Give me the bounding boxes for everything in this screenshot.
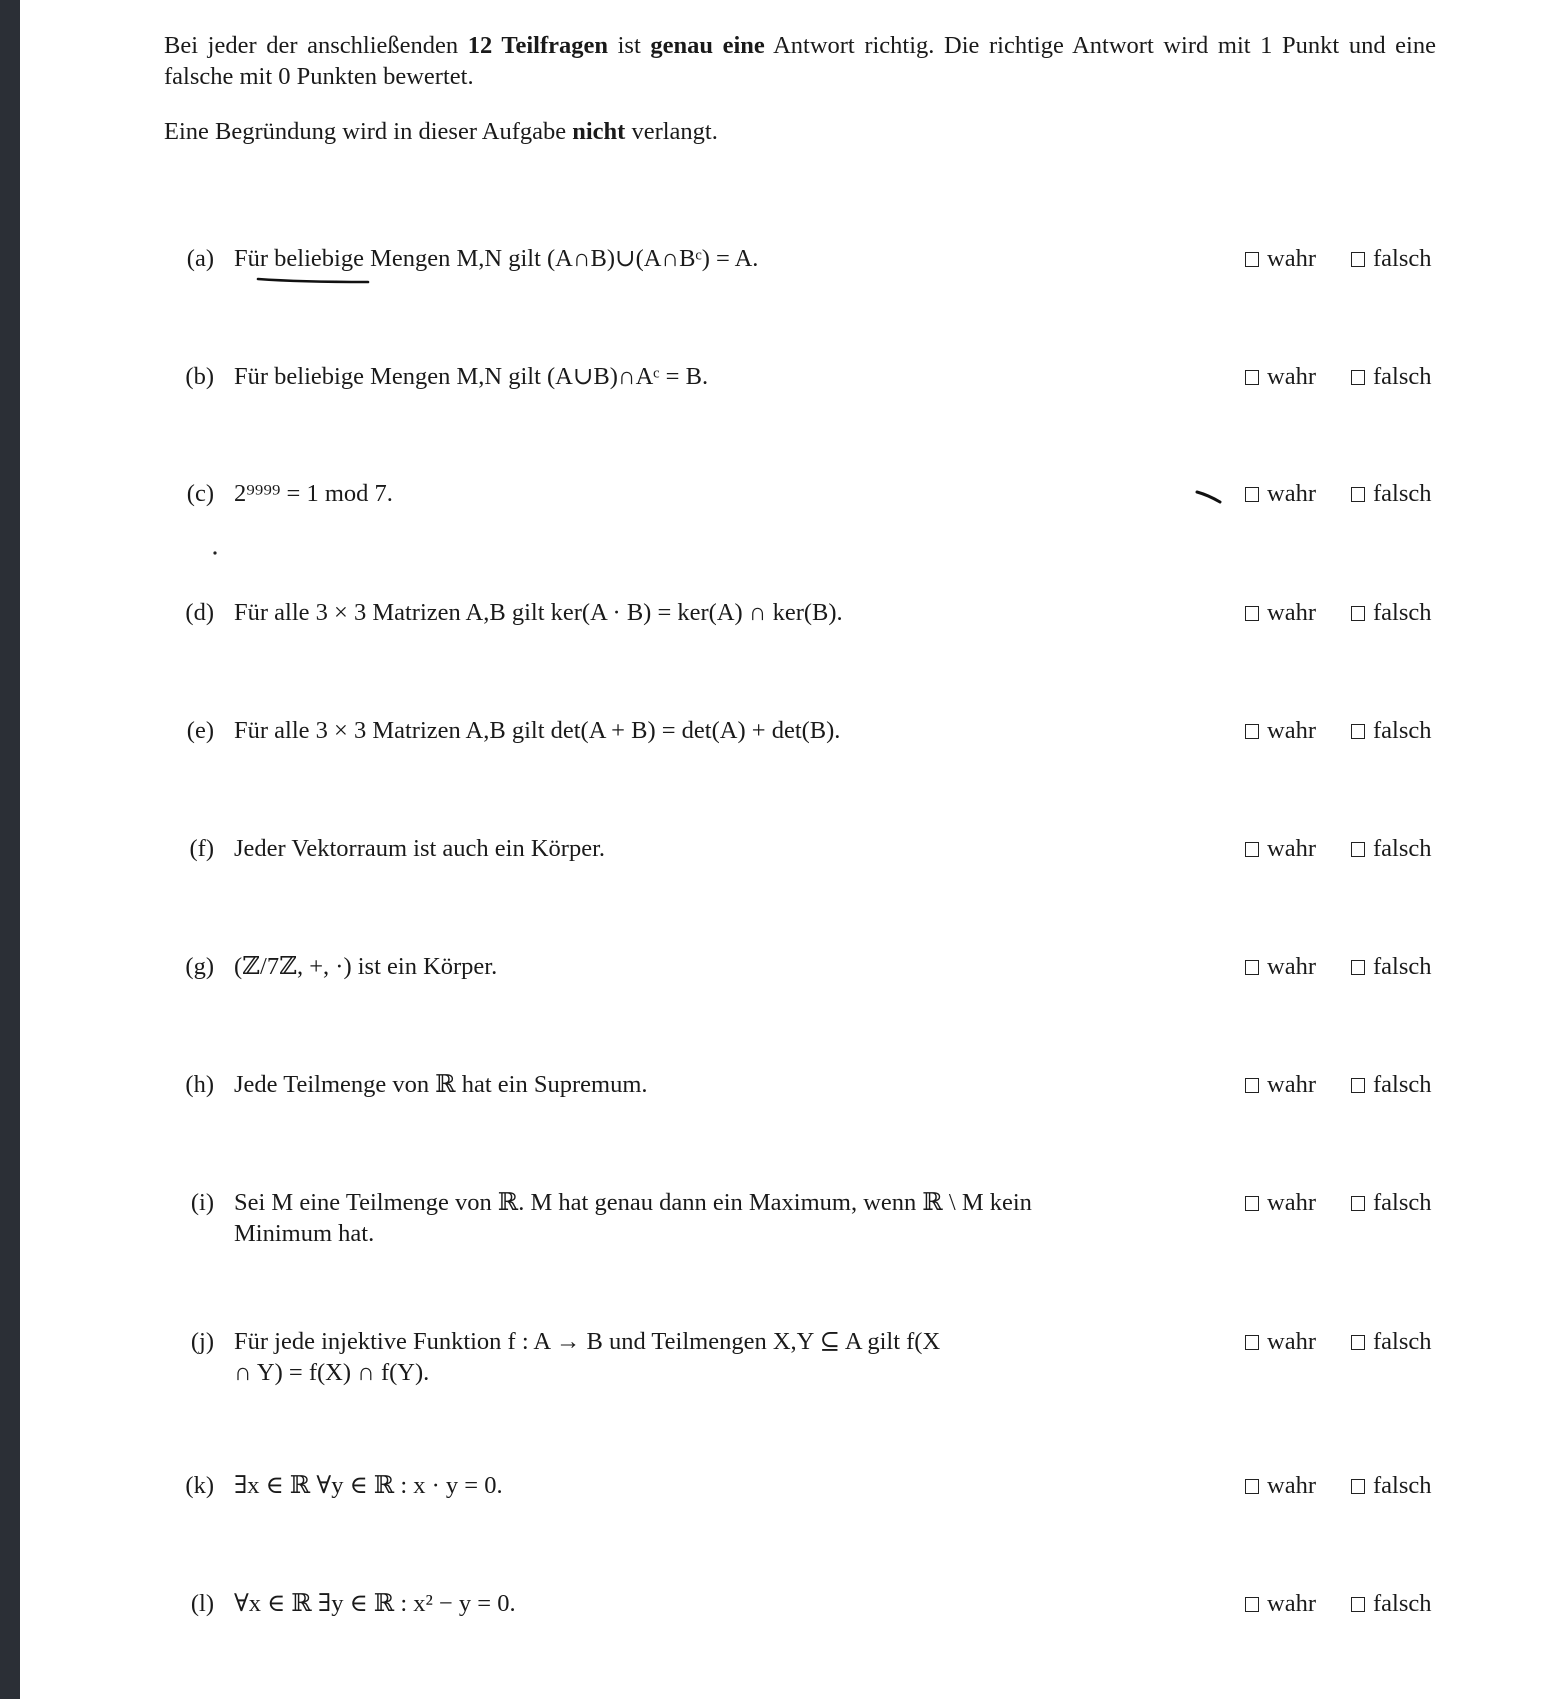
pen-tick-mark — [1197, 492, 1220, 502]
checkbox-falsch[interactable] — [1351, 1196, 1365, 1211]
question-text: ∀x ∈ ℝ ∃y ∈ ℝ : x² − y = 0. — [234, 1590, 516, 1617]
option-label: falsch — [1373, 480, 1432, 507]
instruction-paragraph-1 — [164, 30, 1436, 92]
checkbox-falsch[interactable] — [1351, 252, 1365, 267]
question-text: Für beliebige Mengen M,N gilt (A∪B)∩Aᶜ = B. — [234, 363, 709, 390]
option-wahr[interactable] — [1245, 833, 1316, 864]
option-label: wahr — [1267, 599, 1316, 626]
instruction-text: ist — [608, 32, 651, 59]
option-label: falsch — [1373, 599, 1432, 626]
question-text: (ℤ/7ℤ, +, ·) ist ein Körper. — [234, 953, 498, 980]
option-wahr[interactable] — [1245, 1187, 1316, 1218]
question-label: (e) — [186, 717, 214, 744]
checkbox-wahr[interactable] — [1245, 487, 1259, 502]
question-label: (j) — [190, 1328, 214, 1355]
checkbox-falsch[interactable] — [1351, 370, 1365, 385]
option-label: wahr — [1267, 245, 1316, 272]
question-label: (i) — [190, 1189, 214, 1216]
option-falsch[interactable] — [1351, 833, 1432, 864]
option-wahr[interactable] — [1245, 597, 1316, 628]
option-falsch[interactable] — [1351, 243, 1432, 274]
option-label: falsch — [1373, 1472, 1432, 1499]
option-wahr[interactable] — [1245, 951, 1316, 982]
question-text: Für alle 3 × 3 Matrizen A,B gilt det(A + B) = det(A) + det(B). — [234, 717, 841, 744]
option-wahr[interactable] — [1245, 1470, 1316, 1501]
option-wahr[interactable] — [1245, 361, 1316, 392]
instruction-text: Bei jeder der anschließenden — [164, 32, 468, 59]
question-text: ∃x ∈ ℝ ∀y ∈ ℝ : x · y = 0. — [234, 1472, 503, 1499]
instruction-text: verlangt. — [625, 118, 718, 145]
question-label: (k) — [185, 1472, 214, 1499]
option-falsch[interactable] — [1351, 1326, 1432, 1357]
option-falsch[interactable] — [1351, 715, 1432, 746]
question-text: 2⁹⁹⁹⁹ = 1 mod 7. — [234, 480, 393, 507]
option-falsch[interactable] — [1351, 478, 1432, 509]
question-label: (a) — [186, 245, 214, 272]
instruction-text: Eine Begründung wird in dieser Aufgabe — [164, 118, 573, 145]
question-label: (d) — [185, 599, 214, 626]
option-label: falsch — [1373, 953, 1432, 980]
option-falsch[interactable] — [1351, 1470, 1432, 1501]
option-falsch[interactable] — [1351, 1069, 1432, 1100]
checkbox-wahr[interactable] — [1245, 1479, 1259, 1494]
question-label: (l) — [190, 1590, 214, 1617]
option-label: falsch — [1373, 1590, 1432, 1617]
checkbox-falsch[interactable] — [1351, 842, 1365, 857]
checkbox-falsch[interactable] — [1351, 1078, 1365, 1093]
option-label: falsch — [1373, 835, 1432, 862]
instructions — [164, 30, 1436, 145]
question-text: Für jede injektive Funktion f : A → B und Teilmengen X,Y ⊆ A gilt f(X ∩ Y) = f(X) ∩ f(Y). — [234, 1328, 941, 1386]
question-label: (c) — [186, 480, 214, 507]
instruction-bold: 12 Teilfragen — [467, 32, 609, 59]
option-label: wahr — [1267, 1189, 1316, 1216]
checkbox-wahr[interactable] — [1245, 960, 1259, 975]
option-wahr[interactable] — [1245, 715, 1316, 746]
option-label: wahr — [1267, 953, 1316, 980]
option-label: wahr — [1267, 1590, 1316, 1617]
option-label: wahr — [1267, 835, 1316, 862]
checkbox-wahr[interactable] — [1245, 724, 1259, 739]
pen-dot-mark — [213, 551, 216, 554]
option-wahr[interactable] — [1245, 243, 1316, 274]
checkbox-wahr[interactable] — [1245, 1335, 1259, 1350]
left-edge-bar — [0, 0, 20, 1699]
option-label: falsch — [1373, 245, 1432, 272]
option-label: wahr — [1267, 1328, 1316, 1355]
option-label: falsch — [1373, 717, 1432, 744]
checkbox-wahr[interactable] — [1245, 252, 1259, 267]
question-text: Für beliebige Mengen M,N gilt (A∩B)∪(A∩Bᶜ) = A. — [234, 245, 759, 272]
option-label: falsch — [1373, 363, 1432, 390]
question-text: Jeder Vektorraum ist auch ein Körper. — [234, 835, 606, 862]
option-falsch[interactable] — [1351, 1588, 1432, 1619]
question-label: (b) — [185, 363, 214, 390]
instruction-paragraph-2 — [164, 116, 718, 147]
checkbox-wahr[interactable] — [1245, 1196, 1259, 1211]
instruction-text: Antwort richtig. Die richtige Antwort wird mit 1 Punkt und eine falsche mit 0 Punkten bewertet. — [164, 32, 1436, 90]
pen-underline-mark — [258, 279, 368, 282]
option-label: falsch — [1373, 1328, 1432, 1355]
checkbox-wahr[interactable] — [1245, 1078, 1259, 1093]
checkbox-wahr[interactable] — [1245, 370, 1259, 385]
option-label: wahr — [1267, 717, 1316, 744]
checkbox-wahr[interactable] — [1245, 606, 1259, 621]
option-label: wahr — [1267, 363, 1316, 390]
checkbox-wahr[interactable] — [1245, 842, 1259, 857]
option-wahr[interactable] — [1245, 478, 1316, 509]
option-label: wahr — [1267, 1472, 1316, 1499]
instruction-bold: genau eine — [650, 32, 765, 59]
checkbox-falsch[interactable] — [1351, 487, 1365, 502]
checkbox-falsch[interactable] — [1351, 1335, 1365, 1350]
checkbox-wahr[interactable] — [1245, 1597, 1259, 1612]
option-falsch[interactable] — [1351, 361, 1432, 392]
checkbox-falsch[interactable] — [1351, 606, 1365, 621]
option-wahr[interactable] — [1245, 1069, 1316, 1100]
question-label: (g) — [185, 953, 214, 980]
option-falsch[interactable] — [1351, 597, 1432, 628]
question-text: Sei M eine Teilmenge von ℝ. M hat genau dann ein Maximum, wenn ℝ \ M kein Minimum hat. — [234, 1189, 1032, 1247]
option-label: falsch — [1373, 1189, 1432, 1216]
option-falsch[interactable] — [1351, 951, 1432, 982]
option-label: wahr — [1267, 480, 1316, 507]
option-label: wahr — [1267, 1071, 1316, 1098]
instruction-bold: nicht — [572, 118, 626, 145]
option-wahr[interactable] — [1245, 1326, 1316, 1357]
checkbox-falsch[interactable] — [1351, 1479, 1365, 1494]
option-label: falsch — [1373, 1071, 1432, 1098]
question-text: Jede Teilmenge von ℝ hat ein Supremum. — [234, 1071, 648, 1098]
checkbox-falsch[interactable] — [1351, 960, 1365, 975]
checkbox-falsch[interactable] — [1351, 724, 1365, 739]
question-label: (h) — [185, 1071, 214, 1098]
question-text: Für alle 3 × 3 Matrizen A,B gilt ker(A · B) = ker(A) ∩ ker(B). — [234, 599, 843, 626]
question-label: (f) — [189, 835, 214, 862]
checkbox-falsch[interactable] — [1351, 1597, 1365, 1612]
option-falsch[interactable] — [1351, 1187, 1432, 1218]
option-wahr[interactable] — [1245, 1588, 1316, 1619]
